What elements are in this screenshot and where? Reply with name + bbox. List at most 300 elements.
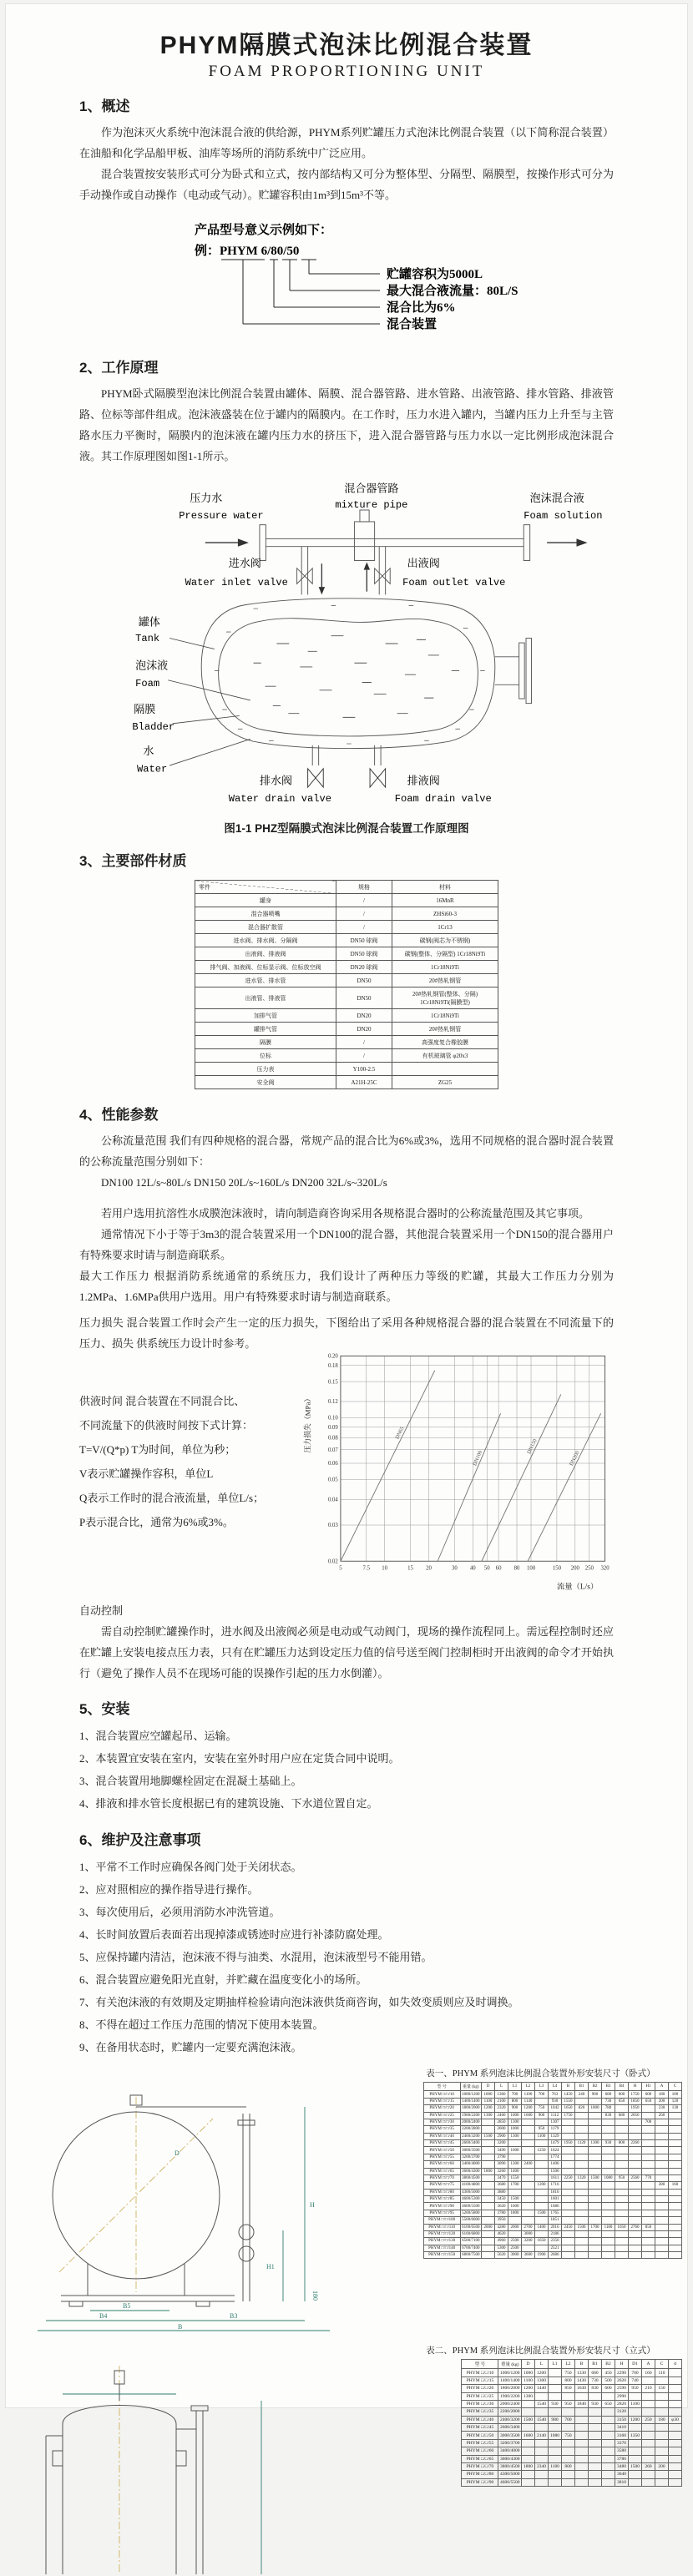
table-cell	[562, 2447, 575, 2455]
x-axis-title: 流量（L/s）	[556, 1583, 599, 1592]
table-cell: 出液阀、排液阀	[195, 947, 336, 961]
table-cell: 130	[669, 2105, 682, 2112]
y-tick-label: 0.03	[327, 1523, 338, 1529]
table-cell: 排气阀、加液阀、位标显示阀、位标放空阀	[195, 961, 336, 974]
table-cell: 180	[655, 2091, 669, 2098]
table-cell	[575, 2112, 589, 2119]
table-cell: 1200	[482, 2105, 495, 2112]
label-water-inlet-cn: 进水阀	[228, 556, 261, 569]
table-cell	[522, 2447, 535, 2455]
table-cell: 碳钢(阀芯为不锈钢)	[392, 934, 498, 947]
table-cell: PHYM □/□/20	[423, 2105, 460, 2112]
table-cell	[589, 2462, 602, 2470]
table-cell: 1180	[602, 2224, 615, 2230]
dimension-table-vertical	[461, 2359, 682, 2487]
x-tick-label: 80	[513, 1565, 520, 1572]
table-cell: 2000/2400	[499, 2402, 520, 2407]
table-cell: 3000	[522, 2230, 535, 2237]
table-cell: 2460	[495, 2112, 508, 2119]
table-cell: 1200	[535, 2369, 549, 2376]
table-cell: 1500	[575, 2224, 589, 2230]
table-cell	[562, 2408, 575, 2416]
table-cell	[575, 2447, 589, 2455]
table-cell: 1600	[522, 2432, 535, 2439]
column-header: B1	[575, 2083, 589, 2091]
install-item: 3、混合装置用地脚螺栓固定在混凝土基础上。	[79, 1775, 302, 1787]
table-cell: 1100	[482, 2098, 495, 2104]
table-cell	[589, 2471, 602, 2478]
table-row	[462, 2439, 682, 2447]
column-header: B3	[602, 2083, 615, 2091]
table-cell	[669, 2217, 682, 2224]
table-cell	[482, 2174, 495, 2181]
maintenance-item: 8、不得在超过工作压力范围的情况下使用本装置。	[79, 2018, 324, 2031]
table-cell	[615, 2238, 629, 2245]
x-tick-label: 320	[600, 1565, 610, 1572]
supply-time-block	[79, 1389, 291, 1534]
table-cell: 3800/4500	[499, 2464, 520, 2470]
table-cell: 1630	[575, 2385, 589, 2392]
table-cell: 700	[508, 2091, 522, 2098]
table-cell	[629, 2119, 642, 2125]
table-cell	[669, 2168, 682, 2174]
table-cell	[669, 2385, 682, 2392]
table-cell: 1650	[535, 2238, 549, 2245]
table-row	[423, 2133, 681, 2139]
table-cell: 1900/2200	[499, 2393, 520, 2399]
table-cell	[589, 2424, 602, 2432]
table-cell	[535, 2189, 549, 2195]
drain-pipes	[308, 745, 386, 787]
x-tick-label: 60	[495, 1565, 502, 1572]
table-cell	[655, 2432, 669, 2439]
table-cell	[615, 2210, 629, 2216]
column-header: C	[655, 2360, 669, 2369]
table-cell	[655, 2230, 669, 2237]
table-cell	[629, 2447, 642, 2455]
overview-paragraph-2: 混合装置按安装形式可分为卧式和立式，按内部结构又可分为整体型、分隔型、隔膜型，按操作形式可分为手动操作或自动操作（电动或气动）。贮罐容积由1m³到15m³不等。	[79, 168, 614, 201]
table-cell	[575, 2245, 589, 2251]
table-cell: 1250	[535, 2147, 549, 2154]
table-cell	[522, 2478, 535, 2486]
section-overview-heading: 1、概述	[79, 98, 130, 114]
table-cell	[629, 2154, 642, 2160]
table-cell: 1180	[549, 2462, 562, 2470]
table-cell: 1611	[549, 2174, 562, 2181]
table-cell: PHYM □/□/30	[423, 2119, 460, 2125]
table-cell	[602, 2230, 615, 2237]
table-cell: PHYM □/□/25	[423, 2112, 460, 2119]
section-principle-heading: 2、工作原理	[79, 360, 159, 376]
table-cell	[615, 2119, 629, 2125]
table-cell	[602, 2189, 615, 2195]
table-cell: DN20	[336, 1023, 392, 1036]
table-cell	[655, 2119, 669, 2125]
table-cell	[482, 2154, 495, 2160]
table-cell	[522, 2210, 535, 2216]
table2-body	[462, 2369, 682, 2487]
table-cell: 600	[615, 2091, 629, 2098]
table-row	[195, 1076, 498, 1089]
table-cell: 260	[655, 2112, 669, 2119]
table-cell: 1400/1400	[499, 2377, 520, 2383]
series-line	[482, 1394, 561, 1561]
table-cell: PHYM □/□/15	[423, 2098, 460, 2104]
x-tick-label: 30	[451, 1565, 458, 1572]
label-water-drain-cn: 排水阀	[259, 774, 293, 787]
tank-frame	[61, 2107, 255, 2306]
water-texture	[215, 605, 485, 744]
table-cell: 4300/5000	[499, 2472, 520, 2478]
table1-body	[423, 2091, 681, 2259]
table-cell: PHYM □/□/65	[462, 2455, 498, 2462]
table-row	[423, 2126, 681, 2133]
model-line2: 例：PHYM 6/80/50	[195, 245, 300, 258]
table-cell	[562, 2392, 575, 2400]
table-cell: 2500	[508, 2245, 522, 2251]
page-subtitle: FOAM PROPORTIONING UNIT	[208, 63, 485, 80]
table-cell	[642, 2392, 655, 2400]
dim-label-B5: B5	[123, 2302, 131, 2310]
table-cell	[629, 2126, 642, 2133]
table-cell	[392, 1063, 498, 1076]
table-cell: 3160	[615, 2432, 629, 2439]
table-cell	[602, 2392, 615, 2400]
maintenance-item: 2、应对照相应的操作指导进行操作。	[79, 1883, 259, 1896]
table-cell	[535, 2447, 549, 2455]
table-cell	[602, 2161, 615, 2168]
table1-header-row	[423, 2083, 681, 2091]
table-cell: 260	[642, 2462, 655, 2470]
table-cell	[535, 2119, 549, 2125]
table-cell	[589, 2416, 602, 2423]
table-cell: 4620	[495, 2230, 508, 2237]
table-cell: 680	[589, 2369, 602, 2376]
table-cell: 1200	[629, 2416, 642, 2423]
table-cell: 1600	[508, 2147, 522, 2154]
table-cell: PHYM □/□/35	[462, 2408, 498, 2416]
table-cell	[589, 2182, 602, 2189]
table-cell: 900	[508, 2105, 522, 2112]
materials-table	[195, 880, 498, 1089]
column-header: H1	[642, 2083, 655, 2091]
table-cell	[562, 2119, 575, 2125]
table-cell	[549, 2408, 562, 2416]
pressure-loss-chart	[301, 1349, 614, 1596]
table-cell	[589, 2392, 602, 2400]
table-cell: 3880	[495, 2189, 508, 2195]
table1-caption: 表一、PHYM 系列泡沫比例混合装置外形安装尺寸（卧式）	[426, 2069, 655, 2078]
table-cell	[669, 2126, 682, 2133]
table-cell: 4960	[495, 2238, 508, 2245]
column-header: A	[655, 2083, 669, 2091]
table-cell	[522, 2126, 535, 2133]
series-line	[341, 1371, 435, 1561]
table-cell	[629, 2439, 642, 2447]
table-cell	[669, 2369, 682, 2376]
table-cell: PHYM □/□/55	[423, 2154, 460, 2160]
table-cell: 2250	[562, 2174, 575, 2181]
table-cell	[575, 2439, 589, 2447]
table-cell: DN50	[336, 987, 392, 1009]
table-cell	[629, 2238, 642, 2245]
table-row	[423, 2112, 681, 2119]
table-row	[462, 2376, 682, 2384]
table-cell: 3200/3700	[462, 2154, 480, 2159]
x-tick-label: 15	[407, 1565, 413, 1572]
table-cell: 1350	[629, 2432, 642, 2439]
table-cell	[575, 2462, 589, 2470]
table-cell: 2600	[495, 2126, 508, 2133]
table-cell	[669, 2224, 682, 2230]
table-cell	[669, 2245, 682, 2251]
y-tick-label: 0.08	[327, 1435, 338, 1442]
table-cell: 1550	[508, 2174, 522, 2181]
table-row	[423, 2189, 681, 2195]
table-cell: 2590	[615, 2385, 629, 2392]
table-cell: 1080	[549, 2432, 562, 2439]
table-cell: PHYM □/□/30	[462, 2400, 498, 2407]
table-cell	[589, 2447, 602, 2455]
table-cell	[575, 2126, 589, 2133]
table-cell	[575, 2147, 589, 2154]
table-cell: 3640	[615, 2471, 629, 2478]
table-cell: 1540	[535, 2400, 549, 2407]
table-cell: 2400/3200	[499, 2417, 520, 2422]
column-header: L2	[522, 2083, 535, 2091]
table-cell	[642, 2439, 655, 2447]
table-cell: 1650	[562, 2105, 575, 2112]
table-cell	[602, 2154, 615, 2160]
table-cell	[629, 2230, 642, 2237]
table-row	[423, 2252, 681, 2259]
table-cell: 680	[602, 2091, 615, 2098]
table-cell: 1000	[508, 2112, 522, 2119]
table-cell: 1900/2200	[462, 2113, 480, 2118]
table-cell	[575, 2392, 589, 2400]
table-cell: 1601	[549, 2196, 562, 2203]
table-cell: 2050	[629, 2112, 642, 2119]
table-cell: 6700/7400	[462, 2245, 480, 2250]
table-cell: 3580	[615, 2447, 629, 2455]
install-item: 2、本装置宜安装在室内，安装在室外时用户应在定货合同中说明。	[79, 1752, 400, 1765]
table-cell: 3780	[615, 2455, 629, 2462]
table-cell: PHYM □/□/15	[462, 2376, 498, 2384]
table-cell	[482, 2161, 495, 2168]
table-cell	[642, 2400, 655, 2407]
table-cell: 2400	[522, 2161, 535, 2168]
column-header: D1	[629, 2360, 642, 2369]
table-cell	[629, 2203, 642, 2210]
y-tick-label: 0.20	[327, 1353, 338, 1360]
column-header: B	[562, 2083, 575, 2091]
x-tick-label: 200	[570, 1565, 579, 1572]
table-cell: 650	[642, 2098, 655, 2104]
bladder-outline	[219, 619, 478, 736]
label-mixture-pipe-cn: 混合器管路	[344, 482, 399, 495]
table-cell: 1816	[549, 2189, 562, 2195]
label-foam-outlet-cn: 出液阀	[407, 556, 440, 569]
table-cell: 3620	[495, 2203, 508, 2210]
table-cell: 850	[562, 2385, 575, 2392]
table-cell	[575, 2408, 589, 2416]
table-cell: 1500	[535, 2210, 549, 2216]
table-cell	[589, 2203, 602, 2210]
table-cell	[669, 2439, 682, 2447]
table-cell	[522, 2196, 535, 2203]
table-cell	[549, 2439, 562, 2447]
table-cell: 1540	[535, 2416, 549, 2423]
table-cell: 进水管、排水管	[195, 974, 336, 987]
table-cell: 1300	[589, 2140, 602, 2147]
table-cell: 1100	[535, 2133, 549, 2139]
table-row	[423, 2168, 681, 2174]
table-cell	[549, 2369, 562, 2376]
table-cell	[562, 2196, 575, 2203]
table-cell	[575, 2182, 589, 2189]
table-cell: 1500	[508, 2196, 522, 2203]
dim-label-B: B	[178, 2323, 183, 2331]
column-header: 规格	[336, 881, 392, 894]
table-cell: 1450	[562, 2091, 575, 2098]
table-row	[462, 2471, 682, 2478]
table-cell	[562, 2471, 575, 2478]
table-cell: 930	[589, 2400, 602, 2407]
table-cell	[575, 2230, 589, 2237]
label-tank-cn: 罐体	[138, 615, 160, 629]
table-cell: 3780	[495, 2210, 508, 2216]
table-cell	[655, 2455, 669, 2462]
table-cell	[615, 2189, 629, 2195]
table-row	[195, 987, 498, 1009]
table-cell	[642, 2376, 655, 2384]
table-cell	[615, 2252, 629, 2259]
column-header: D	[482, 2083, 495, 2091]
table-cell: PHYM □/□/120	[423, 2230, 460, 2237]
table-cell: 1Cr13	[392, 921, 498, 934]
table-cell	[522, 2133, 535, 2139]
table-cell: 930	[549, 2098, 562, 2104]
table-cell	[562, 2189, 575, 2195]
table-cell: 有机玻璃管 φ20x3	[392, 1049, 498, 1063]
table-cell: PHYM □/□/65	[423, 2168, 460, 2174]
table-cell: 1300	[482, 2112, 495, 2119]
table-cell	[615, 2217, 629, 2224]
y-tick-label: 0.02	[327, 1558, 338, 1565]
table-cell: 3600/4300	[499, 2456, 520, 2462]
table-cell	[669, 2210, 682, 2216]
table-cell	[642, 2147, 655, 2154]
table-cell: 加排气管	[195, 1009, 336, 1023]
table-row	[195, 1023, 498, 1036]
table-cell	[602, 2245, 615, 2251]
table-cell: 2820	[615, 2400, 629, 2407]
table-cell	[629, 2168, 642, 2174]
table-cell	[642, 2252, 655, 2259]
dim-label-B3: B3	[230, 2312, 238, 2320]
table-cell	[655, 2478, 669, 2486]
table-cell	[549, 2424, 562, 2432]
table-cell: 3800/4500	[462, 2176, 480, 2181]
table-cell	[575, 2189, 589, 2195]
model-callout-volume: 贮罐容积为5000L	[387, 268, 483, 281]
table-cell: 1716	[549, 2182, 562, 2189]
x-tick-label: 5	[339, 1565, 342, 1572]
table-cell: 碳钢(整体、分隔型) 1Cr18Ni9Ti	[392, 947, 498, 961]
table-cell	[642, 2230, 655, 2237]
table-cell: 2200/2800	[462, 2127, 480, 2132]
page-title: PHYM隔膜式泡沫比例混合装置	[159, 32, 534, 59]
table-cell	[669, 2252, 682, 2259]
table-cell	[602, 2182, 615, 2189]
table-cell	[562, 2455, 575, 2462]
table-cell: 800	[562, 2462, 575, 2470]
table-cell	[602, 2252, 615, 2259]
column-header: L3	[535, 2083, 549, 2091]
table-cell	[629, 2217, 642, 2224]
table-cell: φ30	[669, 2416, 682, 2423]
table-cell	[602, 2203, 615, 2210]
column-header: 型 号	[462, 2360, 498, 2369]
table-cell	[669, 2238, 682, 2245]
label-water-en: Water	[136, 763, 168, 775]
table-cell	[522, 2400, 535, 2407]
table-cell: 950	[535, 2126, 549, 2133]
table-cell	[602, 2196, 615, 2203]
table-row	[423, 2105, 681, 2112]
table-cell: 830	[589, 2385, 602, 2392]
table-cell: 1Cr18Ni9Ti	[392, 961, 498, 974]
table-cell	[669, 2133, 682, 2139]
leader-lines	[168, 638, 250, 765]
overview-paragraph-1: 作为泡沫灭火系统中泡沫混合液的供给源，PHYM系列贮罐压力式泡沫比例混合装置（以下简称混合装置）在油船和化学品船甲板、油库等场所的消防系统中广泛应用。	[79, 126, 614, 159]
table-cell	[562, 2161, 575, 2168]
label-foam-solution-en: Foam solution	[524, 510, 603, 523]
table-cell: 2700	[522, 2224, 535, 2230]
table-cell	[615, 2245, 629, 2251]
table-cell	[669, 2203, 682, 2210]
table-cell	[508, 2189, 522, 2195]
table-cell: 5500/6000	[462, 2218, 480, 2223]
table-cell	[575, 2455, 589, 2462]
x-tick-label: 250	[584, 1565, 594, 1572]
table-cell	[535, 2478, 549, 2486]
table-cell	[575, 2168, 589, 2174]
table-cell	[522, 2168, 535, 2174]
series-line	[438, 1413, 501, 1561]
table-cell: 1200	[522, 2105, 535, 2112]
table-cell	[669, 2424, 682, 2432]
column-header: H	[629, 2083, 642, 2091]
table-cell: 1000/1200	[462, 2092, 480, 2097]
table-cell	[629, 2252, 642, 2259]
figure-caption: 图1-1 PHZ型隔膜式泡沫比例混合装置工作原理图	[224, 822, 469, 835]
table-cell: 安全阀	[195, 1076, 336, 1089]
table-cell: 2000/2400	[462, 2120, 480, 2125]
table-cell: 1750	[629, 2091, 642, 2098]
table-cell: 240	[575, 2091, 589, 2098]
table-cell: 1800	[482, 2168, 495, 2174]
table-cell	[642, 2424, 655, 2432]
table-row	[423, 2182, 681, 2189]
table-cell: 1100	[522, 2091, 535, 2098]
table-cell: PHYM □/□/60	[462, 2447, 498, 2455]
table-row	[423, 2161, 681, 2168]
table-cell: PHYM □/□/35	[423, 2126, 460, 2133]
table-cell	[655, 2168, 669, 2174]
table-row	[423, 2119, 681, 2125]
dimension-lines	[38, 2107, 330, 2331]
